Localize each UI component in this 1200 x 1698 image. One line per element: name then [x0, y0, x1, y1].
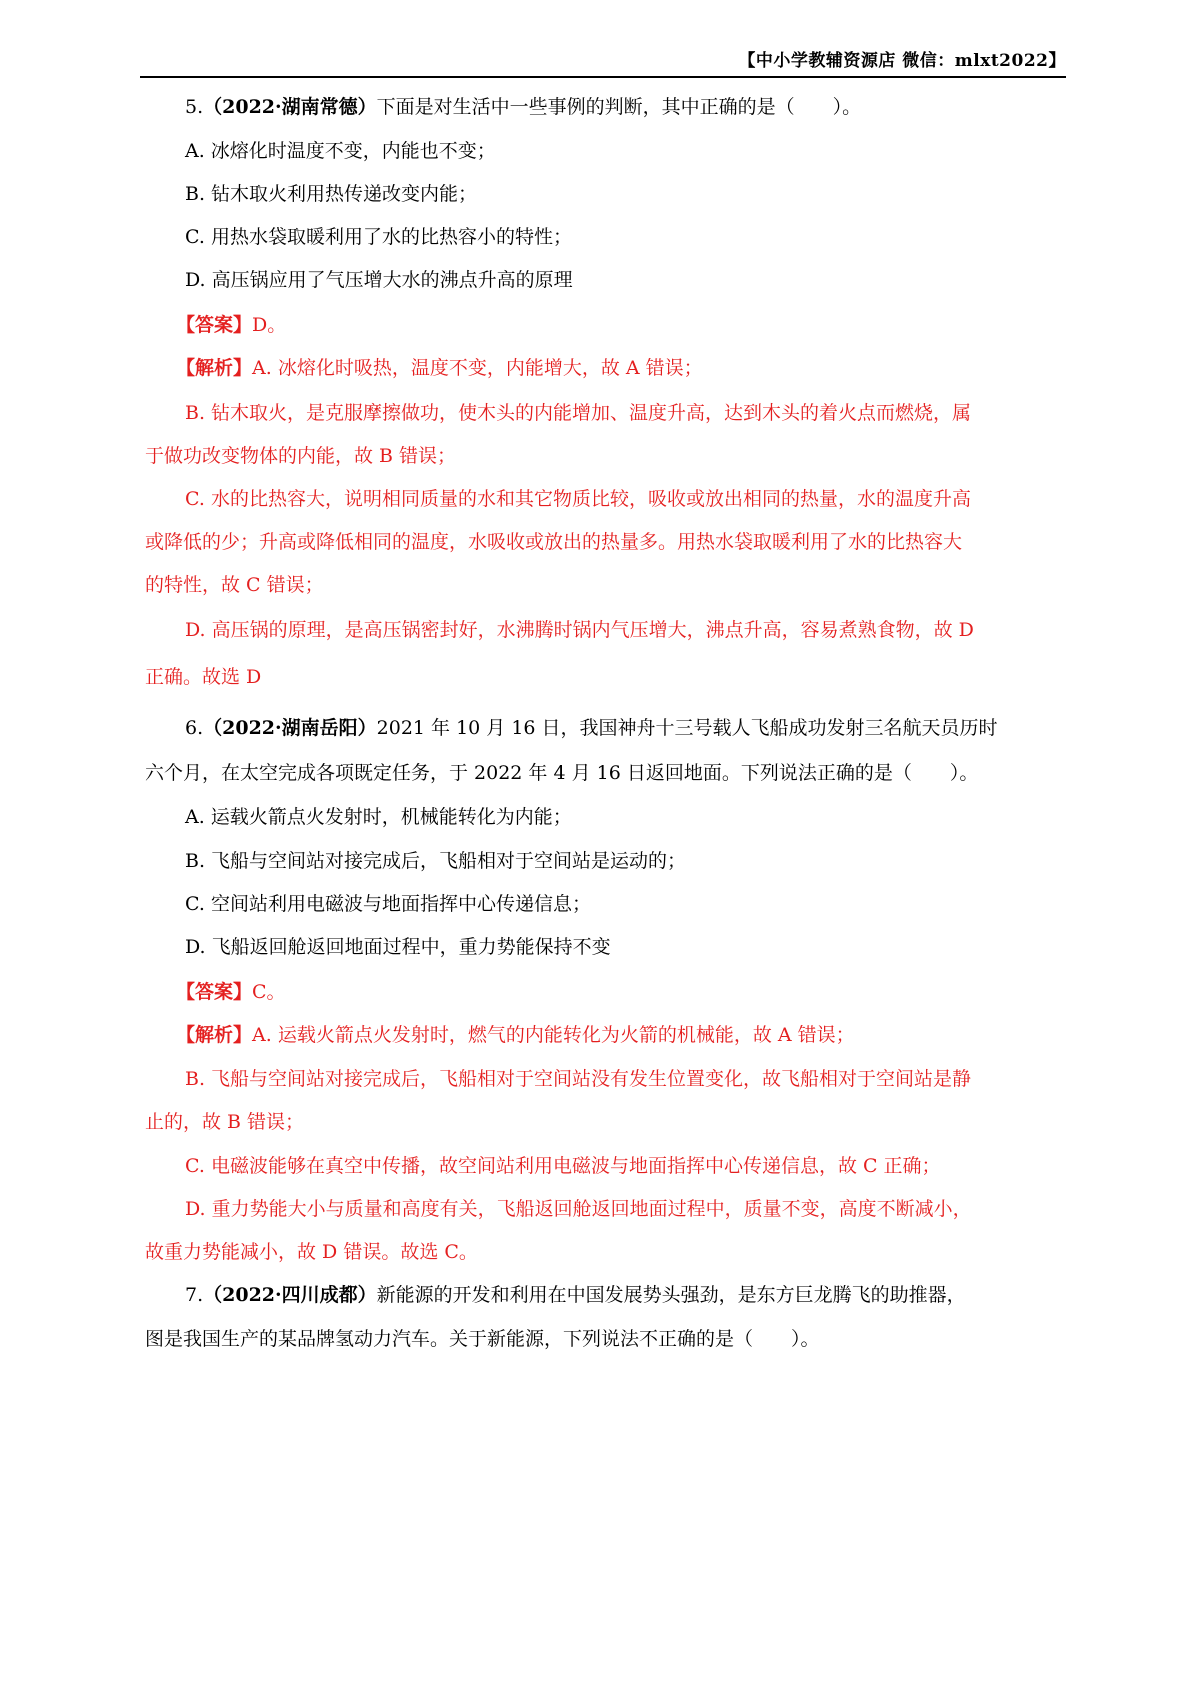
q5-option-d: D. 高压锅应用了气压增大水的沸点升高的原理 [185, 269, 573, 291]
q6-analysis-text-1: A. 运载火箭点火发射时，燃气的内能转化为火箭的机械能，故 A 错误； [252, 1024, 855, 1046]
q6-answer-label: 【答案】 [176, 981, 253, 1003]
q6-analysis-line-6: 故重力势能减小，故 D 错误。故选 C。 [145, 1241, 478, 1263]
q5-analysis-line-5: 或降低的少；升高或降低相同的温度，水吸收或放出的热量多。用热水袋取暖利用了水的比热容大 [145, 531, 963, 553]
q5-analysis-line-8: 正确。故选 D [145, 666, 262, 688]
q6-answer [176, 979, 286, 1005]
q6-stem-line-2: 六个月，在太空完成各项既定任务，于 2022 年 4 月 16 日返回地面。下列说法正确的是（ ）。 [145, 762, 979, 784]
header-text: 【中小学教辅资源店 微信：mlxt2022】 [738, 51, 1066, 71]
q6-option-a: A. 运载火箭点火发射时，机械能转化为内能； [185, 806, 572, 828]
q6-answer-value: C。 [252, 981, 286, 1003]
q7-number: 7. [185, 1284, 204, 1306]
q6-source: （2022·湖南岳阳） [203, 717, 377, 739]
q5-option-c: C. 用热水袋取暖利用了水的比热容小的特性； [185, 226, 572, 248]
page-header [140, 38, 1066, 78]
q5-analysis-label: 【解析】 [176, 357, 253, 379]
q5-number: 5. [185, 96, 204, 118]
q6-stem-text-1: 2021 年 10 月 16 日，我国神舟十三号载人飞船成功发射三名航天员历时 [376, 717, 998, 739]
q7-source: （2022·四川成都） [203, 1284, 377, 1306]
q5-analysis-line-1 [176, 355, 703, 381]
q5-option-a: A. 冰熔化时温度不变，内能也不变； [185, 140, 496, 162]
q7-stem-line-1 [185, 1282, 966, 1308]
q5-analysis-line-4: C. 水的比热容大，说明相同质量的水和其它物质比较，吸收或放出相同的热量，水的温度升高 [185, 488, 971, 510]
q6-option-b: B. 飞船与空间站对接完成后，飞船相对于空间站是运动的； [185, 850, 687, 872]
q6-analysis-line-5: D. 重力势能大小与质量和高度有关，飞船返回舱返回地面过程中，质量不变，高度不断减小， [185, 1198, 972, 1220]
q5-stem-text: 下面是对生活中一些事例的判断，其中正确的是（ ）。 [376, 96, 862, 118]
q5-analysis-line-6: 的特性，故 C 错误； [145, 574, 324, 596]
q6-option-d: D. 飞船返回舱返回地面过程中，重力势能保持不变 [185, 936, 611, 958]
q6-analysis-label: 【解析】 [176, 1024, 253, 1046]
q5-analysis-line-7: D. 高压锅的原理，是高压锅密封好，水沸腾时锅内气压增大，沸点升高，容易煮熟食物，故 D [185, 619, 974, 641]
q5-option-b: B. 钻木取火利用热传递改变内能； [185, 183, 478, 205]
q5-answer-label: 【答案】 [176, 314, 253, 336]
q5-stem [185, 94, 861, 120]
q6-analysis-line-2: B. 飞船与空间站对接完成后，飞船相对于空间站没有发生位置变化，故飞船相对于空间站是静 [185, 1068, 972, 1090]
q6-stem-line-1 [185, 715, 998, 741]
q5-analysis-line-3: 于做功改变物体的内能，故 B 错误； [145, 445, 457, 467]
q6-analysis-line-3: 止的，故 B 错误； [145, 1111, 305, 1133]
q5-analysis-text-1: A. 冰熔化时吸热，温度不变，内能增大，故 A 错误； [252, 357, 703, 379]
q5-source: （2022·湖南常德） [203, 96, 377, 118]
q7-stem-line-2: 图是我国生产的某品牌氢动力汽车。关于新能源，下列说法不正确的是（ ）。 [145, 1328, 820, 1350]
q5-answer [176, 312, 286, 338]
q6-number: 6. [185, 717, 204, 739]
q6-analysis-line-4: C. 电磁波能够在真空中传播，故空间站利用电磁波与地面指挥中心传递信息，故 C 正确； [185, 1155, 941, 1177]
q7-stem-text-1: 新能源的开发和利用在中国发展势头强劲，是东方巨龙腾飞的助推器， [376, 1284, 966, 1306]
q6-option-c: C. 空间站利用电磁波与地面指挥中心传递信息； [185, 893, 591, 915]
q5-analysis-line-2: B. 钻木取火，是克服摩擦做功，使木头的内能增加、温度升高，达到木头的着火点而燃烧，属 [185, 402, 972, 424]
q5-answer-value: D。 [252, 314, 287, 336]
q6-analysis-line-1 [176, 1022, 855, 1048]
